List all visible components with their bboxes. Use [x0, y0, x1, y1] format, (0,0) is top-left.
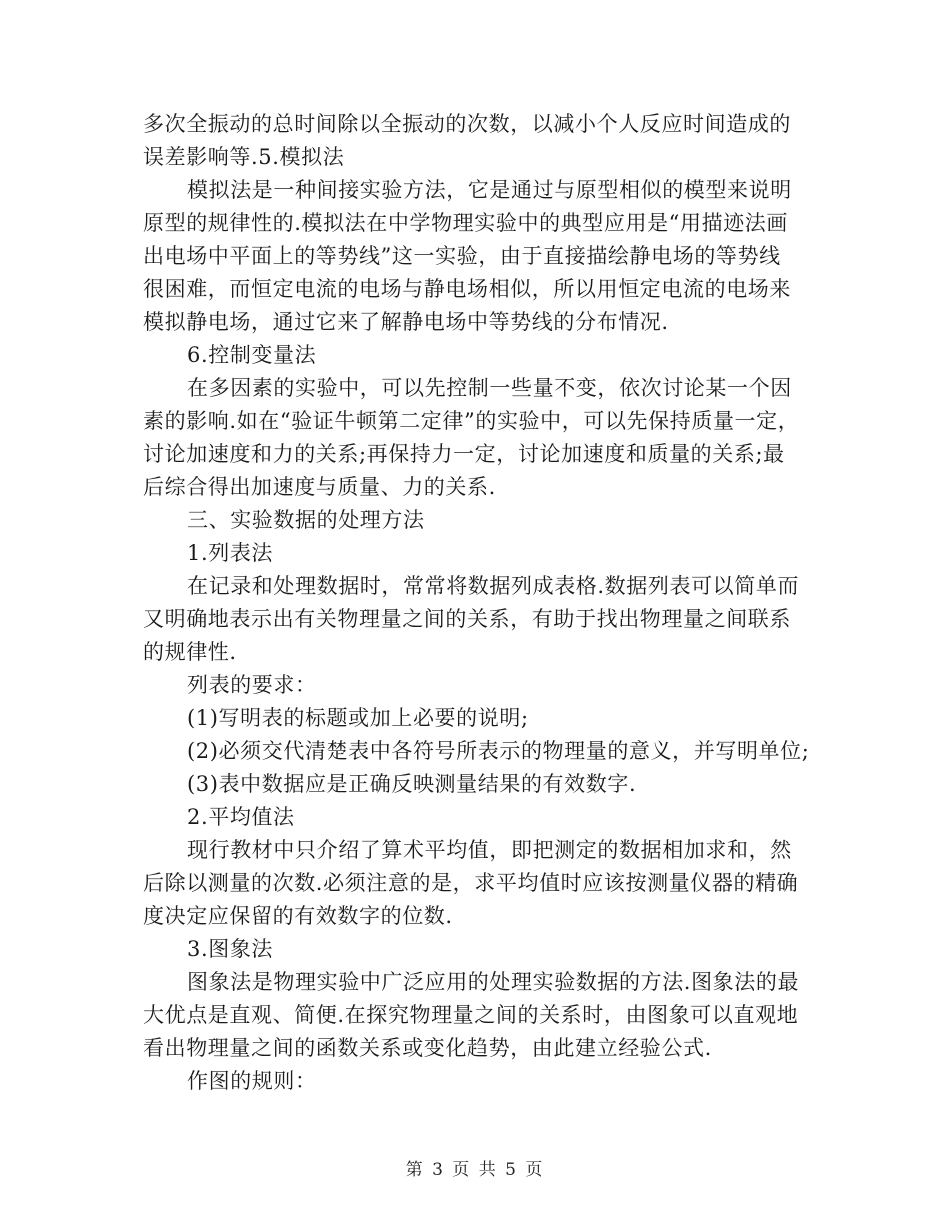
page-number-footer: 第 3 页 共 5 页: [405, 1160, 545, 1180]
paragraph: 多次全振动的总时间除以全振动的次数，以减小个人反应时间造成的 误差影响等.5.模拟法: [143, 112, 791, 169]
list-item: (1)写明表的标题或加上必要的说明;: [187, 706, 529, 730]
list-item: (3)表中数据应是正确反映测量结果的有效数字.: [187, 772, 637, 796]
paragraph: 现行教材中只介绍了算术平均值，即把测定的数据相加求和，然 后除以测量的次数.必须注意的是，求平均值时应该按测量仪器的精确 度决定应保留的有效数字的位数.: [143, 838, 799, 928]
section-heading: 1.列表法: [187, 541, 274, 565]
section-heading: 3.图象法: [187, 937, 274, 961]
section-heading: 三、实验数据的处理方法: [187, 508, 425, 532]
section-heading: 2.平均值法: [187, 805, 295, 829]
paragraph: 图象法是物理实验中广泛应用的处理实验数据的方法.图象法的最 大优点是直观、简便.在探究物理量之间的关系时，由图象可以直观地 看出物理量之间的函数关系或变化趋势，由此建立经验公式.: [143, 970, 800, 1060]
paragraph: 模拟法是一种间接实验方法，它是通过与原型相似的模型来说明 原型的规律性的.模拟法在中学物理实验中的典型应用是“用描迹法画 出电场中平面上的等势线”这一实验，由于直接描绘静电场的等势线 很困难，而恒定电流的电场与静电场相似，所以用恒定电流的电场来 模拟静电场，通过它来了解静电场中等势线的分布情况.: [143, 178, 792, 334]
paragraph: 作图的规则：: [187, 1069, 317, 1093]
paragraph: 在记录和处理数据时，常常将数据列成表格.数据列表可以简单而 又明确地表示出有关物理量之间的关系，有助于找出物理量之间联系 的规律性.: [143, 574, 800, 664]
document-body: [143, 108, 818, 1098]
paragraph: 列表的要求：: [187, 673, 317, 697]
section-heading: 6.控制变量法: [187, 343, 317, 367]
paragraph: 在多因素的实验中，可以先控制一些量不变，依次讨论某一个因 素的影响.如在“验证牛顿第二定律”的实验中，可以先保持质量一定， 讨论加速度和力的关系;再保持力一定，讨论加速度和质量的关系;最 后综合得出加速度与质量、力的关系.: [143, 376, 800, 499]
list-item: (2)必须交代清楚表中各符号所表示的物理量的意义，并写明单位;: [187, 739, 810, 763]
